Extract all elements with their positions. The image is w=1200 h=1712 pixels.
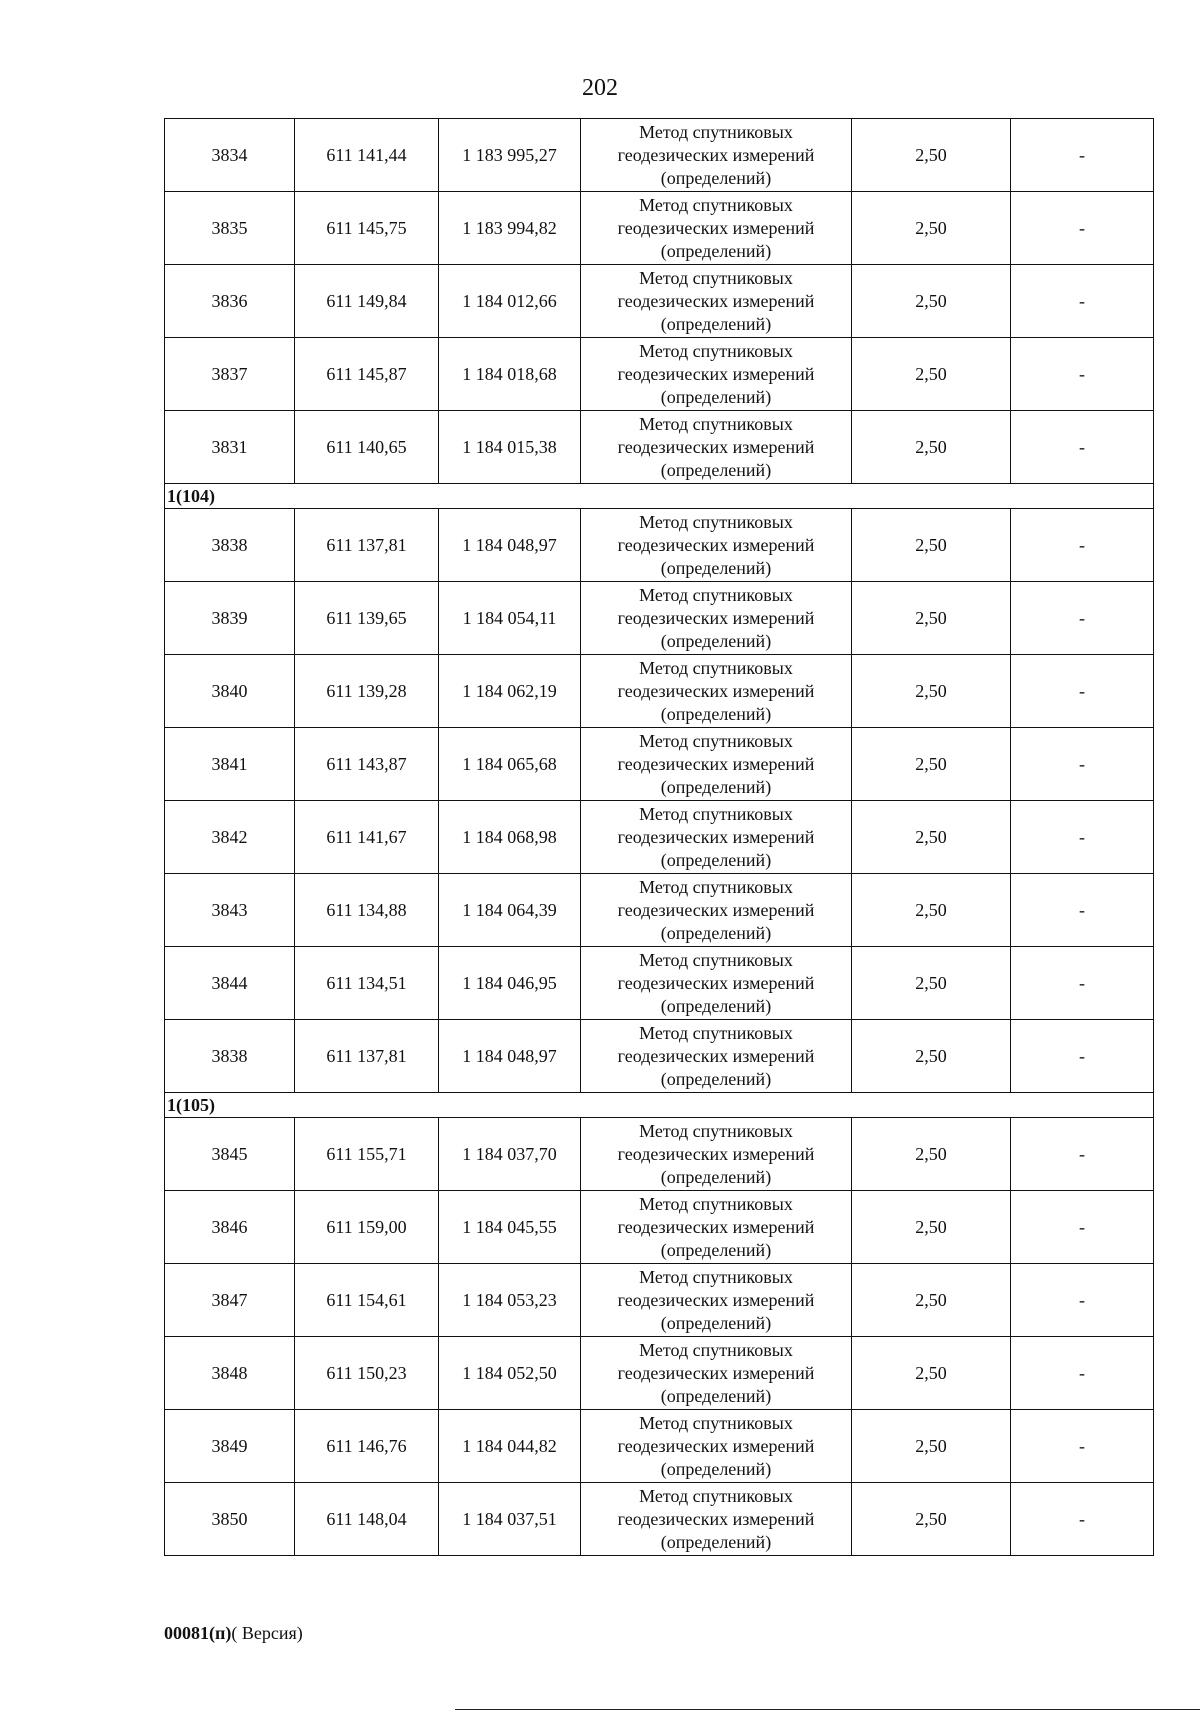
method-line: (определений): [660, 557, 772, 578]
y-coordinate-cell: 1 184 046,95: [439, 947, 581, 1020]
note-cell: -: [1011, 265, 1154, 338]
note-cell: -: [1011, 655, 1154, 728]
point-id-cell: 3838: [165, 509, 295, 582]
x-coordinate-cell: 611 155,71: [295, 1118, 439, 1191]
error-cell: 2,50: [852, 509, 1011, 582]
method-cell: [581, 801, 852, 874]
x-coordinate-cell: 611 140,65: [295, 411, 439, 484]
method-cell: [581, 1191, 852, 1264]
method-line: Метод спутниковых: [639, 657, 793, 678]
method-line: (определений): [660, 703, 772, 724]
method-line: (определений): [660, 776, 772, 797]
document-code: 00081(п): [164, 1623, 232, 1643]
y-coordinate-cell: 1 184 015,38: [439, 411, 581, 484]
method-line: Метод спутниковых: [639, 876, 793, 897]
method-line: (определений): [660, 386, 772, 407]
x-coordinate-cell: 611 145,75: [295, 192, 439, 265]
method-line: Метод спутниковых: [639, 413, 793, 434]
group-label: 1(105): [165, 1093, 1154, 1118]
method-line: геодезических измерений: [617, 1045, 815, 1066]
note-cell: -: [1011, 582, 1154, 655]
table-row: [165, 265, 1154, 338]
y-coordinate-cell: 1 184 054,11: [439, 582, 581, 655]
y-coordinate-cell: 1 183 994,82: [439, 192, 581, 265]
method-line: (определений): [660, 995, 772, 1016]
note-cell: -: [1011, 338, 1154, 411]
table-row: [165, 1118, 1154, 1191]
point-id-cell: 3835: [165, 192, 295, 265]
table-row: [165, 509, 1154, 582]
method-line: (определений): [660, 1312, 772, 1333]
document-footer: [164, 1622, 303, 1644]
method-line: геодезических измерений: [617, 436, 815, 457]
x-coordinate-cell: 611 143,87: [295, 728, 439, 801]
method-line: (определений): [660, 313, 772, 334]
point-id-cell: 3850: [165, 1483, 295, 1556]
method-cell: [581, 119, 852, 192]
method-line: Метод спутниковых: [639, 511, 793, 532]
note-cell: -: [1011, 728, 1154, 801]
group-row: [165, 484, 1154, 509]
y-coordinate-cell: 1 184 045,55: [439, 1191, 581, 1264]
table-row: [165, 655, 1154, 728]
table-row: [165, 801, 1154, 874]
table-row: [165, 1483, 1154, 1556]
error-cell: 2,50: [852, 874, 1011, 947]
method-cell: [581, 1337, 852, 1410]
table-row: [165, 119, 1154, 192]
method-line: геодезических измерений: [617, 899, 815, 920]
note-cell: -: [1011, 1410, 1154, 1483]
note-cell: -: [1011, 1191, 1154, 1264]
method-cell: [581, 1264, 852, 1337]
method-cell: [581, 582, 852, 655]
coordinates-table: [164, 118, 1154, 1556]
y-coordinate-cell: 1 184 037,51: [439, 1483, 581, 1556]
method-cell: [581, 655, 852, 728]
note-cell: -: [1011, 1264, 1154, 1337]
method-line: Метод спутниковых: [639, 1022, 793, 1043]
point-id-cell: 3834: [165, 119, 295, 192]
y-coordinate-cell: 1 183 995,27: [439, 119, 581, 192]
method-cell: [581, 947, 852, 1020]
table-row: [165, 1337, 1154, 1410]
method-line: Метод спутниковых: [639, 194, 793, 215]
method-line: (определений): [660, 1458, 772, 1479]
table-row: [165, 1410, 1154, 1483]
point-id-cell: 3848: [165, 1337, 295, 1410]
point-id-cell: 3843: [165, 874, 295, 947]
point-id-cell: 3839: [165, 582, 295, 655]
method-line: геодезических измерений: [617, 1289, 815, 1310]
point-id-cell: 3837: [165, 338, 295, 411]
method-line: геодезических измерений: [617, 826, 815, 847]
coordinates-table-body: [165, 119, 1154, 1556]
y-coordinate-cell: 1 184 012,66: [439, 265, 581, 338]
point-id-cell: 3836: [165, 265, 295, 338]
method-line: (определений): [660, 630, 772, 651]
method-line: геодезических измерений: [617, 144, 815, 165]
error-cell: 2,50: [852, 655, 1011, 728]
method-cell: [581, 509, 852, 582]
document-version: ( Версия): [231, 1623, 303, 1643]
y-coordinate-cell: 1 184 053,23: [439, 1264, 581, 1337]
point-id-cell: 3831: [165, 411, 295, 484]
table-row: [165, 1264, 1154, 1337]
error-cell: 2,50: [852, 411, 1011, 484]
method-line: Метод спутниковых: [639, 803, 793, 824]
method-line: геодезических измерений: [617, 363, 815, 384]
y-coordinate-cell: 1 184 062,19: [439, 655, 581, 728]
x-coordinate-cell: 611 137,81: [295, 509, 439, 582]
error-cell: 2,50: [852, 192, 1011, 265]
table-row: [165, 1020, 1154, 1093]
method-line: (определений): [660, 1531, 772, 1552]
note-cell: -: [1011, 1483, 1154, 1556]
method-line: Метод спутниковых: [639, 267, 793, 288]
method-line: Метод спутниковых: [639, 1266, 793, 1287]
table-row: [165, 728, 1154, 801]
y-coordinate-cell: 1 184 052,50: [439, 1337, 581, 1410]
method-line: геодезических измерений: [617, 607, 815, 628]
error-cell: 2,50: [852, 801, 1011, 874]
x-coordinate-cell: 611 150,23: [295, 1337, 439, 1410]
method-line: геодезических измерений: [617, 534, 815, 555]
point-id-cell: 3846: [165, 1191, 295, 1264]
method-cell: [581, 728, 852, 801]
point-id-cell: 3838: [165, 1020, 295, 1093]
error-cell: 2,50: [852, 338, 1011, 411]
x-coordinate-cell: 611 134,51: [295, 947, 439, 1020]
method-line: геодезических измерений: [617, 1143, 815, 1164]
method-line: (определений): [660, 1166, 772, 1187]
method-line: геодезических измерений: [617, 290, 815, 311]
method-line: (определений): [660, 1385, 772, 1406]
y-coordinate-cell: 1 184 068,98: [439, 801, 581, 874]
method-line: (определений): [660, 459, 772, 480]
method-line: Метод спутниковых: [639, 121, 793, 142]
method-line: (определений): [660, 167, 772, 188]
method-cell: [581, 1483, 852, 1556]
note-cell: -: [1011, 411, 1154, 484]
x-coordinate-cell: 611 148,04: [295, 1483, 439, 1556]
point-id-cell: 3842: [165, 801, 295, 874]
method-cell: [581, 338, 852, 411]
point-id-cell: 3849: [165, 1410, 295, 1483]
method-line: геодезических измерений: [617, 1216, 815, 1237]
error-cell: 2,50: [852, 728, 1011, 801]
note-cell: -: [1011, 947, 1154, 1020]
method-line: геодезических измерений: [617, 680, 815, 701]
method-line: (определений): [660, 922, 772, 943]
note-cell: -: [1011, 874, 1154, 947]
x-coordinate-cell: 611 141,44: [295, 119, 439, 192]
method-line: Метод спутниковых: [639, 949, 793, 970]
error-cell: 2,50: [852, 947, 1011, 1020]
point-id-cell: 3841: [165, 728, 295, 801]
method-line: геодезических измерений: [617, 1362, 815, 1383]
method-line: геодезических измерений: [617, 972, 815, 993]
method-line: Метод спутниковых: [639, 730, 793, 751]
error-cell: 2,50: [852, 119, 1011, 192]
x-coordinate-cell: 611 159,00: [295, 1191, 439, 1264]
table-row: [165, 1191, 1154, 1264]
x-coordinate-cell: 611 134,88: [295, 874, 439, 947]
note-cell: -: [1011, 801, 1154, 874]
method-line: (определений): [660, 1068, 772, 1089]
method-line: Метод спутниковых: [639, 340, 793, 361]
point-id-cell: 3840: [165, 655, 295, 728]
method-line: геодезических измерений: [617, 753, 815, 774]
point-id-cell: 3845: [165, 1118, 295, 1191]
method-line: геодезических измерений: [617, 217, 815, 238]
method-line: Метод спутниковых: [639, 1412, 793, 1433]
x-coordinate-cell: 611 141,67: [295, 801, 439, 874]
note-cell: -: [1011, 192, 1154, 265]
page-number: 202: [582, 75, 618, 101]
method-cell: [581, 1020, 852, 1093]
method-cell: [581, 411, 852, 484]
method-cell: [581, 192, 852, 265]
error-cell: 2,50: [852, 265, 1011, 338]
y-coordinate-cell: 1 184 064,39: [439, 874, 581, 947]
method-line: геодезических измерений: [617, 1508, 815, 1529]
note-cell: -: [1011, 509, 1154, 582]
method-line: геодезических измерений: [617, 1435, 815, 1456]
y-coordinate-cell: 1 184 048,97: [439, 509, 581, 582]
note-cell: -: [1011, 1020, 1154, 1093]
note-cell: -: [1011, 119, 1154, 192]
table-row: [165, 411, 1154, 484]
method-line: (определений): [660, 849, 772, 870]
table-row: [165, 874, 1154, 947]
y-coordinate-cell: 1 184 048,97: [439, 1020, 581, 1093]
point-id-cell: 3847: [165, 1264, 295, 1337]
method-line: Метод спутниковых: [639, 1339, 793, 1360]
method-line: Метод спутниковых: [639, 1193, 793, 1214]
error-cell: 2,50: [852, 1118, 1011, 1191]
method-cell: [581, 874, 852, 947]
y-coordinate-cell: 1 184 065,68: [439, 728, 581, 801]
x-coordinate-cell: 611 137,81: [295, 1020, 439, 1093]
method-line: (определений): [660, 240, 772, 261]
method-line: Метод спутниковых: [639, 1120, 793, 1141]
method-cell: [581, 1118, 852, 1191]
group-row: [165, 1093, 1154, 1118]
error-cell: 2,50: [852, 1020, 1011, 1093]
method-line: Метод спутниковых: [639, 1485, 793, 1506]
x-coordinate-cell: 611 139,65: [295, 582, 439, 655]
x-coordinate-cell: 611 154,61: [295, 1264, 439, 1337]
group-label: 1(104): [165, 484, 1154, 509]
method-line: (определений): [660, 1239, 772, 1260]
note-cell: -: [1011, 1118, 1154, 1191]
x-coordinate-cell: 611 149,84: [295, 265, 439, 338]
table-row: [165, 192, 1154, 265]
method-cell: [581, 265, 852, 338]
x-coordinate-cell: 611 139,28: [295, 655, 439, 728]
error-cell: 2,50: [852, 1410, 1011, 1483]
error-cell: 2,50: [852, 1337, 1011, 1410]
y-coordinate-cell: 1 184 044,82: [439, 1410, 581, 1483]
method-cell: [581, 1410, 852, 1483]
y-coordinate-cell: 1 184 037,70: [439, 1118, 581, 1191]
y-coordinate-cell: 1 184 018,68: [439, 338, 581, 411]
x-coordinate-cell: 611 146,76: [295, 1410, 439, 1483]
table-row: [165, 582, 1154, 655]
error-cell: 2,50: [852, 1483, 1011, 1556]
point-id-cell: 3844: [165, 947, 295, 1020]
x-coordinate-cell: 611 145,87: [295, 338, 439, 411]
table-row: [165, 947, 1154, 1020]
error-cell: 2,50: [852, 1191, 1011, 1264]
table-row: [165, 338, 1154, 411]
method-line: Метод спутниковых: [639, 584, 793, 605]
note-cell: -: [1011, 1337, 1154, 1410]
error-cell: 2,50: [852, 582, 1011, 655]
error-cell: 2,50: [852, 1264, 1011, 1337]
bottom-rule: [455, 1709, 1200, 1710]
